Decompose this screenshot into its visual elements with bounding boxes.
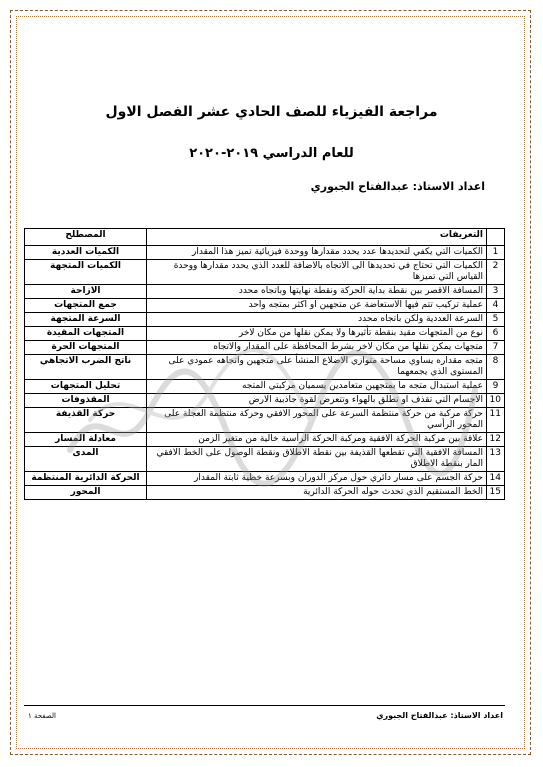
table-header-row [25,229,505,246]
row-term: المتجهات المقيدة [25,327,147,341]
prepared-by: اعداد الاستاذ: عبدالفتاح الجبوري [310,180,485,193]
row-number: 7 [487,341,505,355]
definitions-table [24,228,505,500]
row-term: جمع المتجهات [25,299,147,313]
row-number: 6 [487,327,505,341]
row-definition: متجهات يمكن نقلها من مكان لاخر بشرط المحافظة على المقدار والاتجاه [147,341,487,355]
header-definitions: التعريفات [147,229,487,246]
table-row [25,341,505,355]
row-number: 8 [487,355,505,380]
row-number: 3 [487,285,505,299]
row-number: 2 [487,260,505,285]
row-definition: الخط المستقيم الذي تحدث حوله الحركة الدائرية [147,486,487,500]
header-term: المصطلح [25,229,147,246]
row-term: تحليل المتجهات [25,380,147,394]
row-term: الحركة الدائرية المنتظمة [25,472,147,486]
table-row [25,260,505,285]
row-term: السرعة المتجهة [25,313,147,327]
row-definition: حركة الجسم على مسار دائري حول مركز الدوران وبسرعة خطية ثابتة المقدار [147,472,487,486]
table-row [25,313,505,327]
table-row [25,327,505,341]
row-number: 12 [487,433,505,447]
table-row [25,408,505,433]
row-number: 1 [487,246,505,260]
row-definition: علاقة بين مركبة الحركة الافقية ومركبة الحركة الرأسية خالية من متغير الزمن [147,433,487,447]
row-definition: السرعة العددية ولكن باتجاه محدد [147,313,487,327]
row-term: حركة القذيفة [25,408,147,433]
table-row [25,472,505,486]
row-definition: عملية تركيب تتم فيها الاستعاضة عن متجهين او اكثر بمتجه واحد [147,299,487,313]
row-term: معادلة المسار [25,433,147,447]
row-number: 11 [487,408,505,433]
table-row [25,433,505,447]
row-definition: الكميات التي تحتاج في تحديدها الى الاتجاه بالاضافة للعدد الذي يحدد مقدارها ووحدة القياس التي تميزها [147,260,487,285]
page-title: مراجعة الفيزياء للصف الحادي عشر الفصل الاول [105,104,438,120]
page-number: الصفحة ١ [28,712,56,720]
table-row [25,486,505,500]
row-term: ناتج الضرب الاتجاهي [25,355,147,380]
table-row [25,285,505,299]
table-row [25,355,505,380]
row-definition: حركة مركبة من حركة منتظمة السرعة على المحور الافقي وحركة منتظمة العجلة على المحور الرأسي [147,408,487,433]
row-number: 15 [487,486,505,500]
academic-year: للعام الدراسي ٢٠١٩-٢٠٢٠ [189,146,354,161]
table-row [25,447,505,472]
row-definition: متجه مقداره يساوي مساحة متوازي الاضلاع المنشأ على متجهين واتجاهه عمودي على المستوى الذي يجمعهما [147,355,487,380]
table-row [25,246,505,260]
row-term: الكميات العددية [25,246,147,260]
footer-prepared-by: اعداد الاستاذ: عبدالفتاح الجبوري [376,711,503,720]
row-term: المتجهات الحرة [25,341,147,355]
footer-divider [24,705,505,706]
row-number: 10 [487,394,505,408]
row-definition: الاجسام التي تقذف او تطلق بالهواء وتتعرض لقوة جاذبية الارض [147,394,487,408]
row-definition: المسافة الاقصر بين نقطة بداية الحركة ونقطة نهايتها وباتجاه محدد [147,285,487,299]
table-row [25,299,505,313]
row-definition: نوع من المتجهات مقيد بنقطة تأثيرها ولا يمكن نقلها من مكان لاخر [147,327,487,341]
row-definition: عملية استبدال متجه ما بمتجهين متعامدين يسميان مركبتي المتجه [147,380,487,394]
row-number: 9 [487,380,505,394]
row-number: 14 [487,472,505,486]
table-row [25,380,505,394]
row-number: 4 [487,299,505,313]
row-definition: المسافة الافقية التي تقطعها القذيفة بين نقطة الاطلاق ونقطة الوصول على الخط الافقي المار بنقطة الاطلاق [147,447,487,472]
row-term: المقذوفات [25,394,147,408]
row-term: الازاحة [25,285,147,299]
row-number: 13 [487,447,505,472]
row-term: الكميات المتجهة [25,260,147,285]
row-number: 5 [487,313,505,327]
row-term: المدى [25,447,147,472]
row-definition: الكميات التي يكفي لتحديدها عدد يحدد مقدارها ووحدة فيزيائية تميز هذا المقدار [147,246,487,260]
row-term: المحور [25,486,147,500]
table-row [25,394,505,408]
header-number [487,229,505,246]
